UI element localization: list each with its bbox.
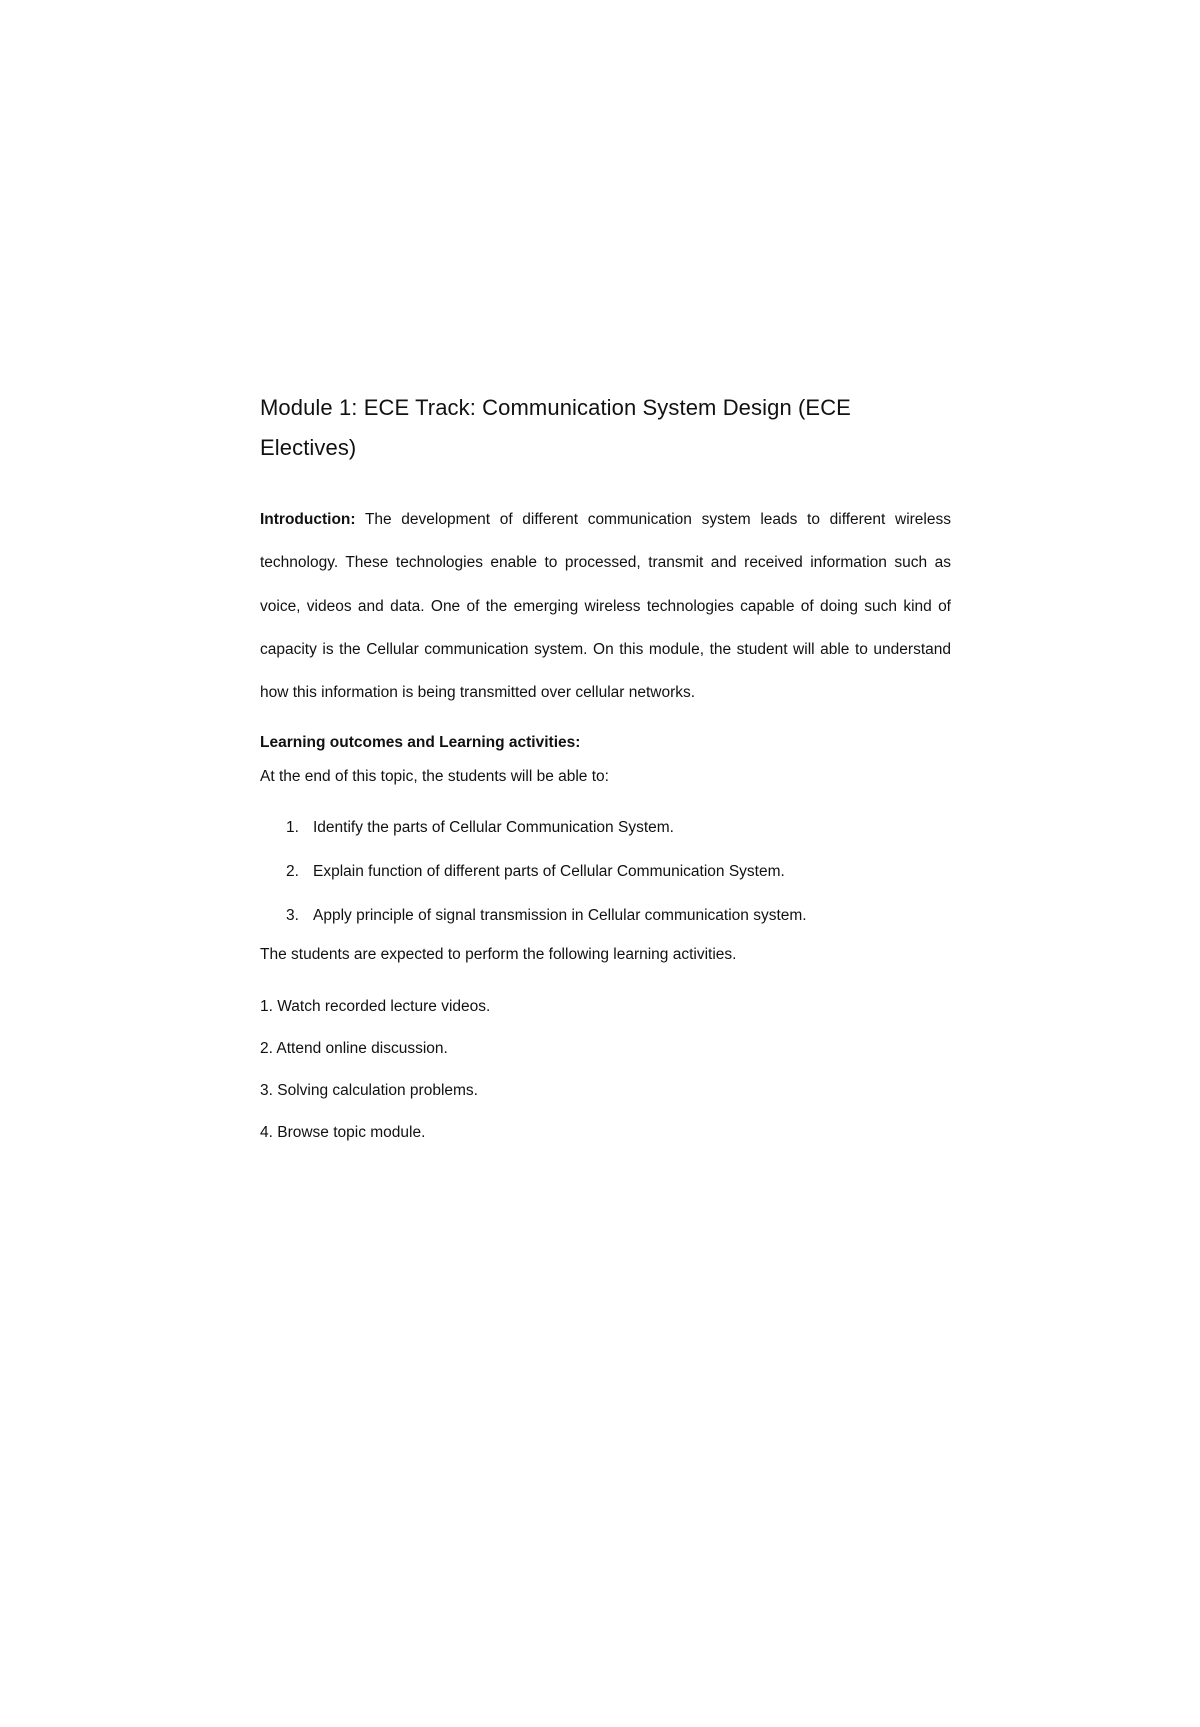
outcomes-heading: Learning outcomes and Learning activities: — [260, 734, 581, 752]
outcomes-intro: At the end of this topic, the students will be able to: — [260, 768, 609, 786]
introduction-paragraph — [260, 498, 951, 714]
list-item-text: Identify the parts of Cellular Communication System. — [313, 819, 674, 837]
list-item: 3. Solving calculation problems. — [260, 1082, 478, 1100]
list-item — [260, 858, 951, 886]
list-item-number: 2. — [286, 863, 299, 881]
list-item-text: Apply principle of signal transmission in Cellular communication system. — [313, 907, 807, 925]
list-item-number: 3. — [286, 907, 299, 925]
list-item: 1. Watch recorded lecture videos. — [260, 998, 491, 1016]
activities-list — [260, 993, 951, 1147]
introduction-text: The development of different communication system leads to different wireless technology. These technologies enable to processed, transmit and received information such as voice, videos and data. One of the emerging wireless technologies capable of doing such kind of capacity is the Cellular communication system. On this module, the student will able to understand how this information is being transmitted over cellular networks. — [260, 511, 951, 702]
activities-intro: The students are expected to perform the following learning activities. — [260, 946, 737, 964]
list-item-text: Explain function of different parts of Cellular Communication System. — [313, 863, 785, 881]
list-item — [260, 902, 951, 930]
introduction-label: Introduction: — [260, 511, 356, 528]
list-item: 2. Attend online discussion. — [260, 1040, 448, 1058]
page-title: Module 1: ECE Track: Communication System Design (ECE Electives) — [260, 395, 851, 460]
page-content — [260, 388, 951, 1161]
outcomes-list — [260, 814, 951, 930]
list-item — [260, 814, 951, 842]
list-item-number: 1. — [286, 819, 299, 837]
list-item: 4. Browse topic module. — [260, 1124, 426, 1142]
